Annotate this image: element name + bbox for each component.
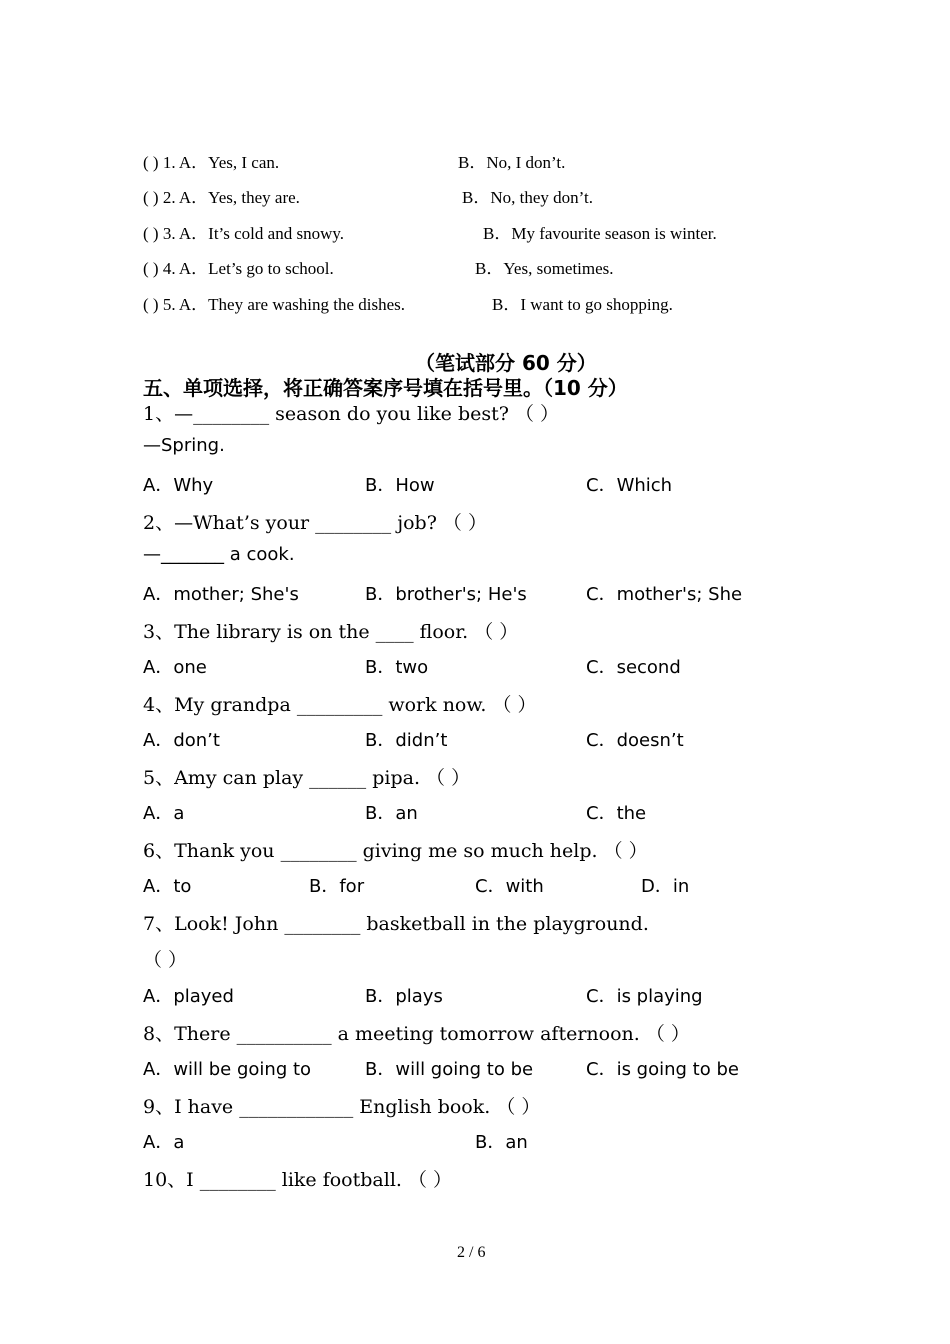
question-8-option-c: C．is going to be bbox=[586, 1059, 739, 1080]
question-3-text: 3、The library is on the ____ floor. （ ） bbox=[143, 621, 519, 643]
question-10-text: 10、I ________ like football. （ ） bbox=[143, 1169, 453, 1191]
listening-item-5-stem: ( ) 5. A．They are washing the dishes. bbox=[143, 295, 406, 314]
question-3-option-a: A．one bbox=[143, 657, 207, 678]
listening-item-3-option-b: B．My favourite season is winter. bbox=[483, 224, 717, 243]
question-7-option-c: C．is playing bbox=[586, 986, 703, 1007]
question-1-text: 1、—________ season do you like best? （ ） bbox=[143, 403, 560, 425]
listening-item-2-stem: ( ) 2. A．Yes, they are. bbox=[143, 188, 300, 207]
listening-item-3-stem: ( ) 3. A．It’s cold and snowy. bbox=[143, 224, 344, 243]
question-2-option-a: A．mother; She's bbox=[143, 584, 299, 605]
question-6-option-a: A．to bbox=[143, 876, 192, 897]
question-7-option-b: B．plays bbox=[365, 986, 443, 1007]
section-5-title: 五、单项选择，将正确答案序号填在括号里。（10 分） bbox=[143, 376, 628, 400]
question-6-option-d: D．in bbox=[641, 876, 690, 897]
question-8-text: 8、There __________ a meeting tomorrow afternoon. （ ） bbox=[143, 1023, 690, 1045]
question-3-option-c: C．second bbox=[586, 657, 681, 678]
question-4-option-c: C．doesn’t bbox=[586, 730, 684, 751]
question-7-option-a: A．played bbox=[143, 986, 234, 1007]
written-part-title: （笔试部分 60 分） bbox=[415, 351, 597, 375]
question-5-text: 5、Amy can play ______ pipa. （ ） bbox=[143, 767, 471, 789]
question-1-option-b: B．How bbox=[365, 475, 435, 496]
listening-item-5-option-b: B．I want to go shopping. bbox=[492, 295, 673, 314]
question-1-option-a: A．Why bbox=[143, 475, 214, 496]
question-2-text: 2、—What’s your ________ job? （ ） bbox=[143, 512, 487, 534]
question-1-reply: —Spring. bbox=[143, 435, 225, 456]
question-2-option-c: C．mother's; She bbox=[586, 584, 743, 605]
question-7-paren: （ ） bbox=[143, 949, 188, 971]
question-7-text: 7、Look! John ________ basketball in the playground. bbox=[143, 913, 649, 935]
listening-item-1-option-b: B．No, I don’t. bbox=[458, 153, 566, 172]
question-9-text: 9、I have ____________ English book. （ ） bbox=[143, 1096, 541, 1118]
question-9-option-b: B．an bbox=[475, 1132, 528, 1153]
listening-item-2-option-b: B．No, they don’t. bbox=[462, 188, 593, 207]
question-9-option-a: A．a bbox=[143, 1132, 185, 1153]
question-5-option-b: B．an bbox=[365, 803, 418, 824]
question-8-option-b: B．will going to be bbox=[365, 1059, 534, 1080]
page-number: 2 / 6 bbox=[457, 1244, 486, 1261]
listening-item-4-stem: ( ) 4. A．Let’s go to school. bbox=[143, 259, 334, 278]
question-4-option-b: B．didn’t bbox=[365, 730, 448, 751]
question-2-reply: —_______ a cook. bbox=[143, 544, 295, 565]
question-6-text: 6、Thank you ________ giving me so much help. （ ） bbox=[143, 840, 648, 862]
question-8-option-a: A．will be going to bbox=[143, 1059, 312, 1080]
question-1-option-c: C．Which bbox=[586, 475, 673, 496]
listening-item-1-stem: ( ) 1. A．Yes, I can. bbox=[143, 153, 280, 172]
question-6-option-b: B．for bbox=[309, 876, 365, 897]
question-5-option-a: A．a bbox=[143, 803, 185, 824]
question-6-option-c: C．with bbox=[475, 876, 544, 897]
question-4-option-a: A．don’t bbox=[143, 730, 220, 751]
question-3-option-b: B．two bbox=[365, 657, 429, 678]
question-5-option-c: C．the bbox=[586, 803, 647, 824]
question-4-text: 4、My grandpa _________ work now. （ ） bbox=[143, 694, 537, 716]
question-2-option-b: B．brother's; He's bbox=[365, 584, 527, 605]
listening-item-4-option-b: B．Yes, sometimes. bbox=[475, 259, 614, 278]
